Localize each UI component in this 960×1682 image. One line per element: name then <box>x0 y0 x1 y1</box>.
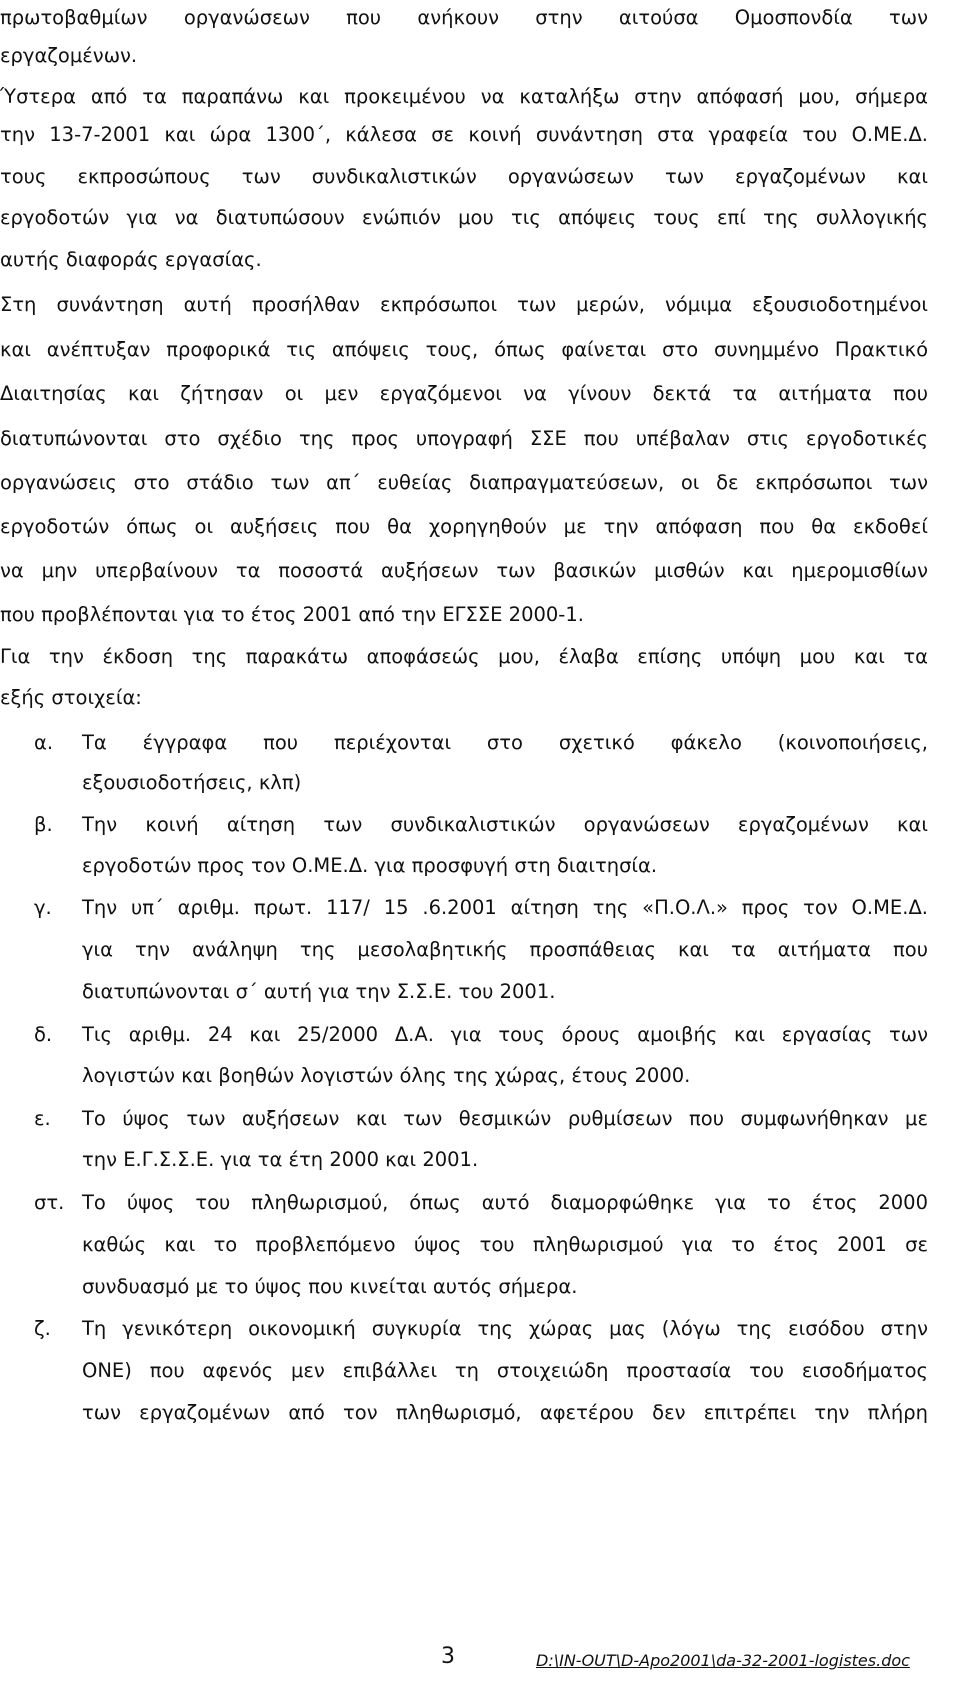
list-item-text: των εργαζομένων από τον πληθωρισμό, αφετέρου δεν επιτρέπει την πλήρη <box>82 1401 928 1424</box>
list-item-text: καθώς και το προβλεπόμενο ύψος του πληθωρισμού για το έτος 2001 σε <box>82 1233 928 1256</box>
list-item <box>0 812 928 838</box>
list-item-text: Τα έγγραφα που περιέχονται στο σχετικό φάκελο (κοινοποιήσεις, <box>82 731 928 754</box>
list-item-text: για την ανάληψη της μεσολαβητικής προσπάθειας και τα αιτήματα που <box>82 938 928 961</box>
body-line: να μην υπερβαίνουν τα ποσοστά αυξήσεων των βασικών μισθών και ημερομισθίων <box>0 559 928 582</box>
body-line: αυτής διαφοράς εργασίας. <box>0 248 262 271</box>
body-line: εξής στοιχεία: <box>0 686 142 709</box>
list-item-label: στ. <box>34 1191 65 1214</box>
list-item-text: Την υπ΄ αριθμ. πρωτ. 117/ 15 .6.2001 αίτηση της «Π.Ο.Λ.» προς τον Ο.ΜΕ.Δ. <box>82 896 928 919</box>
body-line: εργοδοτών για να διατυπώσουν ενώπιόν μου τις απόψεις τους επί της συλλογικής <box>0 206 928 229</box>
footer-file-path: D:\IN-OUT\D-Apo2001\da-32-2001-logistes.doc <box>536 1651 910 1670</box>
body-line: πρωτοβαθμίων οργανώσεων που ανήκουν στην αιτούσα Ομοσπονδία των <box>0 6 928 29</box>
body-line: τους εκπροσώπους των συνδικαλιστικών οργανώσεων των εργαζομένων και <box>0 165 928 188</box>
list-item-text: Τη γενικότερη οικονομική συγκυρία της χώρας μας (λόγω της εισόδου στην <box>82 1317 928 1340</box>
list-item-label: β. <box>34 813 53 836</box>
list-item-label: γ. <box>34 896 52 919</box>
page-number: 3 <box>441 1644 455 1669</box>
list-item-continuation <box>0 1400 928 1426</box>
body-line: οργανώσεις στο στάδιο των απ΄ ευθείας διαπραγματεύσεων, οι δε εκπρόσωποι των <box>0 471 928 494</box>
body-line: Στη συνάντηση αυτή προσήλθαν εκπρόσωποι των μερών, νόμιμα εξουσιοδοτημένοι <box>0 293 928 316</box>
list-item <box>0 730 928 756</box>
list-item <box>0 1106 928 1132</box>
body-line: και ανέπτυξαν προφορικά τις απόψεις τους, όπως φαίνεται στο συνημμένο Πρακτικό <box>0 338 928 361</box>
list-item-label: ζ. <box>34 1317 51 1340</box>
body-line: εργοδοτών όπως οι αυξήσεις που θα χορηγηθούν με την απόφαση που θα εκδοθεί <box>0 515 928 538</box>
list-item-continuation <box>0 853 928 879</box>
list-item-continuation <box>0 979 928 1005</box>
list-item-label: ε. <box>34 1107 51 1130</box>
list-item <box>0 1316 928 1342</box>
body-line: Για την έκδοση της παρακάτω αποφάσεώς μου, έλαβα επίσης υπόψη μου και τα <box>0 645 928 668</box>
list-item-text: συνδυασμό με το ύψος που κινείται αυτός σήμερα. <box>82 1275 578 1298</box>
list-item-continuation <box>0 1274 928 1300</box>
list-item-text: Την κοινή αίτηση των συνδικαλιστικών οργανώσεων εργαζομένων και <box>82 813 928 836</box>
list-item-continuation <box>0 1358 928 1384</box>
list-item-text: εξουσιοδοτήσεις, κλπ) <box>82 771 302 794</box>
body-line: εργαζομένων. <box>0 44 138 67</box>
list-item-label: δ. <box>34 1023 53 1046</box>
list-item-text: Το ύψος του πληθωρισμού, όπως αυτό διαμορφώθηκε για το έτος 2000 <box>82 1191 928 1214</box>
list-item-continuation <box>0 770 928 796</box>
list-item <box>0 895 928 921</box>
list-item <box>0 1190 928 1216</box>
list-item <box>0 1022 928 1048</box>
body-line: που προβλέπονται για το έτος 2001 από την ΕΓΣΣΕ 2000-1. <box>0 603 584 626</box>
list-item-continuation <box>0 937 928 963</box>
list-item-text: Το ύψος των αυξήσεων και των θεσμικών ρυθμίσεων που συμφωνήθηκαν με <box>82 1107 928 1130</box>
list-item-text: την Ε.Γ.Σ.Σ.Ε. για τα έτη 2000 και 2001. <box>82 1148 479 1171</box>
body-line: διατυπώνονται στο σχέδιο της προς υπογραφή ΣΣΕ που υπέβαλαν στις εργοδοτικές <box>0 427 928 450</box>
list-item-text: διατυπώνονται σ΄ αυτή για την Σ.Σ.Ε. του 2001. <box>82 980 556 1003</box>
body-line: Διαιτησίας και ζήτησαν οι μεν εργαζόμενοι να γίνουν δεκτά τα αιτήματα που <box>0 382 928 405</box>
list-item-continuation <box>0 1147 928 1173</box>
body-line: την 13-7-2001 και ώρα 1300΄, κάλεσα σε κοινή συνάντηση στα γραφεία του Ο.ΜΕ.Δ. <box>0 123 928 146</box>
list-item-continuation <box>0 1063 928 1089</box>
list-item-text: εργοδοτών προς τον Ο.ΜΕ.Δ. για προσφυγή στη διαιτησία. <box>82 854 658 877</box>
list-item-text: λογιστών και βοηθών λογιστών όλης της χώρας, έτους 2000. <box>82 1064 691 1087</box>
list-item-text: Τις αριθμ. 24 και 25/2000 Δ.Α. για τους όρους αμοιβής και εργασίας των <box>82 1023 928 1046</box>
list-item-text: ΟΝΕ) που αφενός μεν επιβάλλει τη στοιχειώδη προστασία του εισοδήματος <box>82 1359 928 1382</box>
list-item-continuation <box>0 1232 928 1258</box>
list-item-label: α. <box>34 731 54 754</box>
body-line: Ύστερα από τα παραπάνω και προκειμένου να καταλήξω στην απόφασή μου, σήμερα <box>0 85 928 108</box>
